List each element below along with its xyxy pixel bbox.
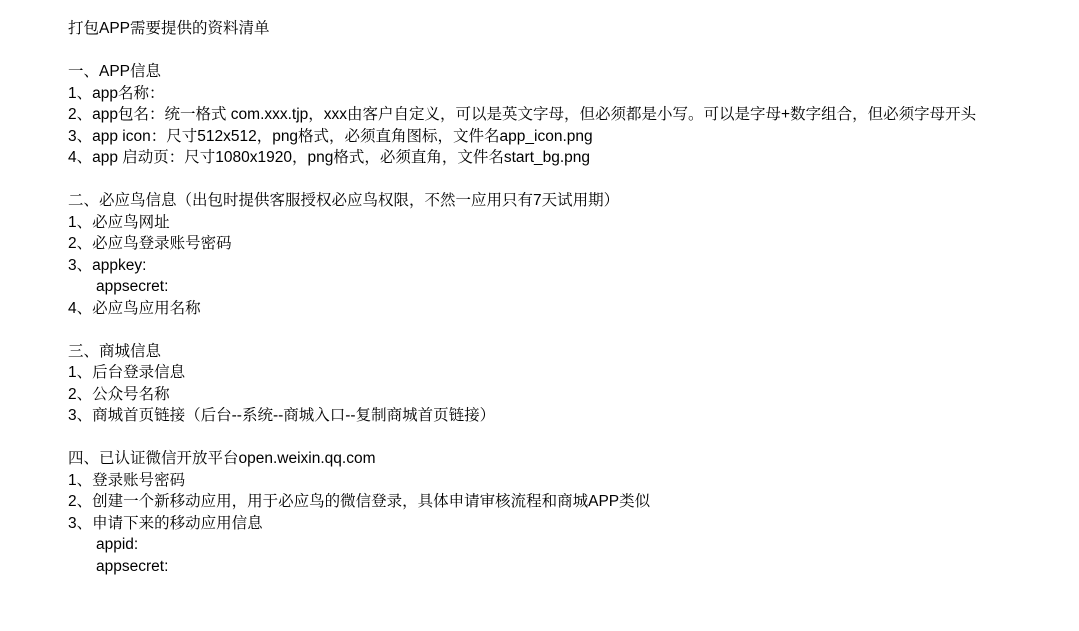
section-heading: 一、APP信息 [68,63,162,80]
list-item: 3、申请下来的移动应用信息 [68,514,263,532]
list-item: 1、必应鸟网址 [68,213,170,231]
section-heading: 三、商城信息 [68,342,162,360]
document-title: 打包APP需要提供的资料清单 [68,20,270,37]
list-item: 1、登录账号密码 [68,471,186,489]
list-item: 2、必应鸟登录账号密码 [68,235,232,252]
blank-line [68,169,1069,191]
list-item: 4、必应鸟应用名称 [68,299,201,317]
list-item: appid: [96,536,139,553]
list-item: 3、appkey: [68,256,147,274]
section-heading: 二、必应鸟信息（出包时提供客服授权必应鸟权限，不然一应用只有7天试用期） [68,192,620,209]
list-item: 2、创建一个新移动应用，用于必应鸟的微信登录，具体申请审核流程和商城APP类似 [68,493,651,510]
section [68,319,1069,427]
list-item: 2、app包名：统一格式 com.xxx.tjp，xxx由客户自定义，可以是英文字母，但必须都是小写。可以是字母+数字组合，但必须字母开头 [68,106,977,123]
list-item: 2、公众号名称 [68,385,170,403]
list-item: 3、商城首页链接（后台--系统--商城入口--复制商城首页链接） [68,407,496,424]
list-item: appsecret: [96,278,169,295]
section [68,40,1069,169]
list-item: 1、后台登录信息 [68,364,186,381]
blank-line [68,40,1069,62]
section [68,169,1069,320]
blank-line [68,319,1069,341]
list-item: 3、app icon：尺寸512x512，png格式，必须直角图标，文件名app_icon.png [68,127,593,145]
blank-line [68,427,1069,449]
list-item: appsecret: [96,557,169,575]
list-item: 1、app名称： [68,84,165,102]
section-heading: 四、已认证微信开放平台open.weixin.qq.com [68,450,376,467]
section [68,427,1069,578]
document-body [68,40,1069,578]
list-item: 4、app 启动页：尺寸1080x1920，png格式，必须直角，文件名start_bg.png [68,149,591,166]
